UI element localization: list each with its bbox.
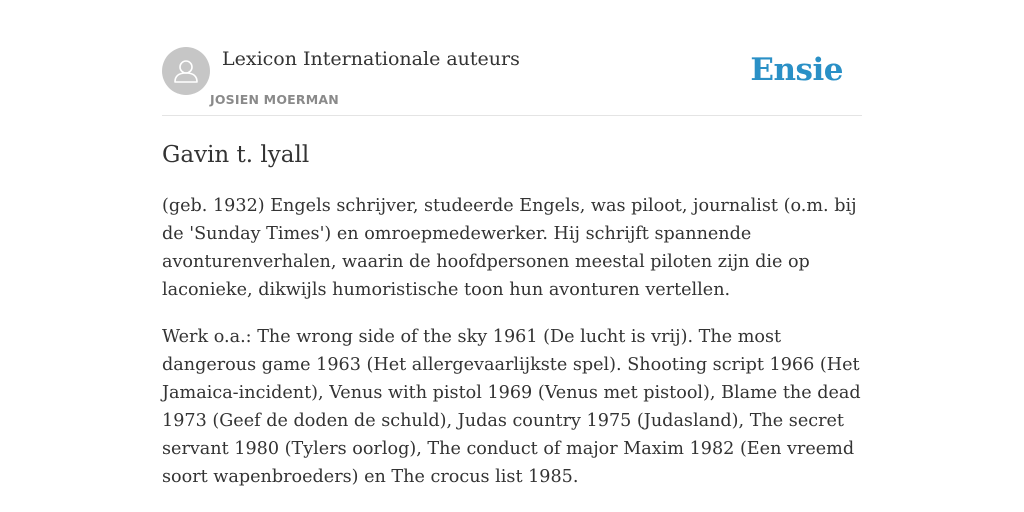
author-name-link[interactable]: JOSIEN MOERMAN [210,92,339,107]
entry-header [162,46,862,116]
article-title: Gavin t. lyall [162,142,310,168]
user-icon [162,47,210,95]
author-avatar[interactable] [162,47,210,95]
dictionary-title-link[interactable]: Lexicon Internationale auteurs [222,48,520,70]
article-paragraph-works: Werk o.a.: The wrong side of the sky 1961 (De lucht is vrij). The most dangerous game 1963 (Het allergevaarlijkste spel). Shooting script 1966 (Het Jamaica-incident), Venus with pistol 1969 (Venus met pistool), Blame the dead 1973 (Geef de doden de schuld), Judas country 1975 (Judasland), The secret servant 1980 (Tylers oorlog), The conduct of major Maxim 1982 (Een vreemd soort wapenbroeders) en The crocus list 1985. [162,327,861,487]
ensie-logo[interactable]: Ensie [750,52,843,88]
article-paragraph-biography: (geb. 1932) Engels schrijver, studeerde Engels, was piloot, journalist (o.m. bij de 'Sunday Times') en omroepmedewerker. Hij schrijft spannende avonturenverhalen, waarin de hoofdpersonen meestal piloten zijn die op laconieke, dikwijls humoristische toon hun avonturen vertellen. [162,196,857,300]
article-body [162,136,872,491]
